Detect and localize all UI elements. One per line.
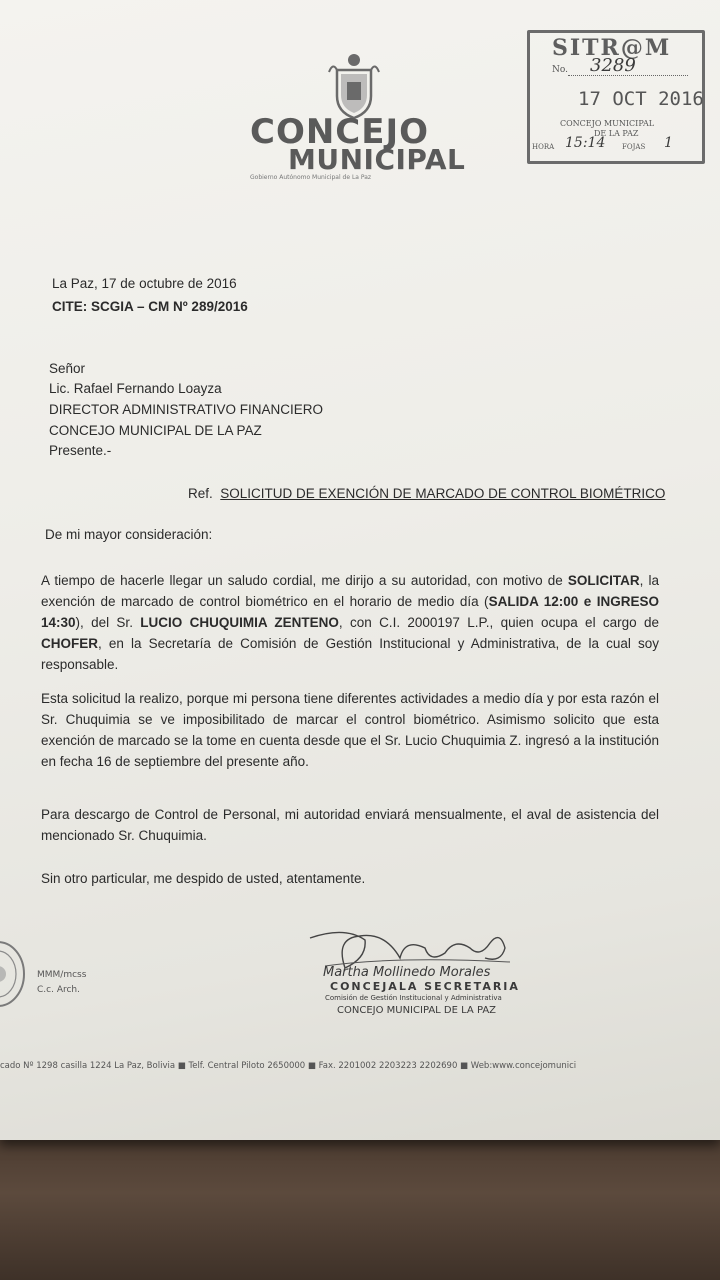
stamp-org-line2: DE LA PAZ [594,129,639,138]
recipient-name: Lic. Rafael Fernando Loayza [49,381,222,396]
paragraph-1-text: A tiempo de hacerle llegar un saludo cordial, me dirijo a su autoridad, con motivo de [41,573,568,588]
recipient-presente: Presente.- [49,443,112,458]
paragraph-2: Esta solicitud la realizo, porque mi persona tiene diferentes actividades a medio día y por esta razón el Sr. Chuquimia se ve imposibilitado de marcar el control biométrico. Asimismo solicito que esta exención de marcado se la tome en cuenta desde que el Sr. Lucio Chuquimia Z. ingresó a la institución en fecha 16 de septiembre del presente año. [41,691,659,769]
reception-stamp [527,30,705,164]
signatory-commission: Comisión de Gestión Institucional y Administrativa [325,994,502,1002]
paragraph-3: Para descargo de Control de Personal, mi autoridad enviará mensualmente, el aval de asistencia del mencionado Sr. Chuquimia. [41,807,659,843]
paragraph-1-bold: LUCIO CHUQUIMIA ZENTENO [140,615,339,630]
recipient-institution: CONCEJO MUNICIPAL DE LA PAZ [49,423,262,438]
logo-concejo-text: CONCEJO [250,112,430,152]
carbon-copy: C.c. Arch. [37,985,80,995]
stamp-no-value: 3289 [590,55,636,76]
paragraph-1-bold: CHOFER [41,636,98,651]
letter-footer: cado Nº 1298 casilla 1224 La Paz, Bolivia ■ Telf. Central Piloto 2650000 ■ Fax. 2201002 2203223 2202690 ■ Web:www.concejomunici [0,1061,577,1071]
recipient-position: DIRECTOR ADMINISTRATIVO FINANCIERO [49,402,324,417]
stamp-hora-label: HORA [532,143,555,151]
closing: Sin otro particular, me despido de usted, atentamente. [41,871,366,886]
place-date: La Paz, 17 de octubre de 2016 [52,276,237,291]
stamp-org-line1: CONCEJO MUNICIPAL [560,119,655,128]
author-initials: MMM/mcss [37,970,87,980]
paragraph-1-text: ), del Sr. [75,615,141,630]
logo-subtitle: Gobierno Autónomo Municipal de La Paz [250,174,372,181]
stamp-title: SITR@M [552,35,672,61]
stamp-fojas-label: FOJAS [622,143,646,151]
reference-label: Ref. [188,486,213,501]
paragraph-1 [41,570,659,675]
signatory-institution: CONCEJO MUNICIPAL DE LA PAZ [337,1005,497,1016]
cite-number: CITE: SCGIA – CM Nº 289/2016 [52,299,248,314]
stamp-date: 17 OCT 2016 [578,88,704,110]
stamp-no-label: No. [552,65,568,75]
paragraph-1-bold: SOLICITAR [567,573,640,588]
reference-subject: SOLICITUD DE EXENCIÓN DE MARCADO DE CONTROL BIOMÉTRICO [220,486,666,501]
coat-of-arms-icon [325,52,383,120]
table-background [0,1135,720,1280]
signatory-title: CONCEJALA SECRETARIA [330,980,520,993]
recipient-salutation: Señor [49,361,86,376]
paragraph-1-text: , en la Secretaría de Comisión de Gestión Institucional y Administrativa, de la cual soy responsable. [41,636,659,672]
logo-municipal-text: MUNICIPAL [288,143,466,176]
paragraph-1-text: , la exención de marcado de control biométrico en el horario de medio día ( [41,573,659,609]
stamp-hora-value: 15:14 [565,135,606,151]
paragraph-1-text: , con C.I. 2000197 L.P., quien ocupa el cargo de [338,615,659,630]
greeting: De mi mayor consideración: [45,527,213,542]
paragraph-1-bold: SALIDA 12:00 e INGRESO 14:30 [41,594,659,630]
official-seal-icon [0,940,26,1008]
stamp-fojas-value: 1 [664,135,673,151]
reference-line [188,486,665,501]
signatory-name: Martha Mollinedo Morales [323,965,491,980]
